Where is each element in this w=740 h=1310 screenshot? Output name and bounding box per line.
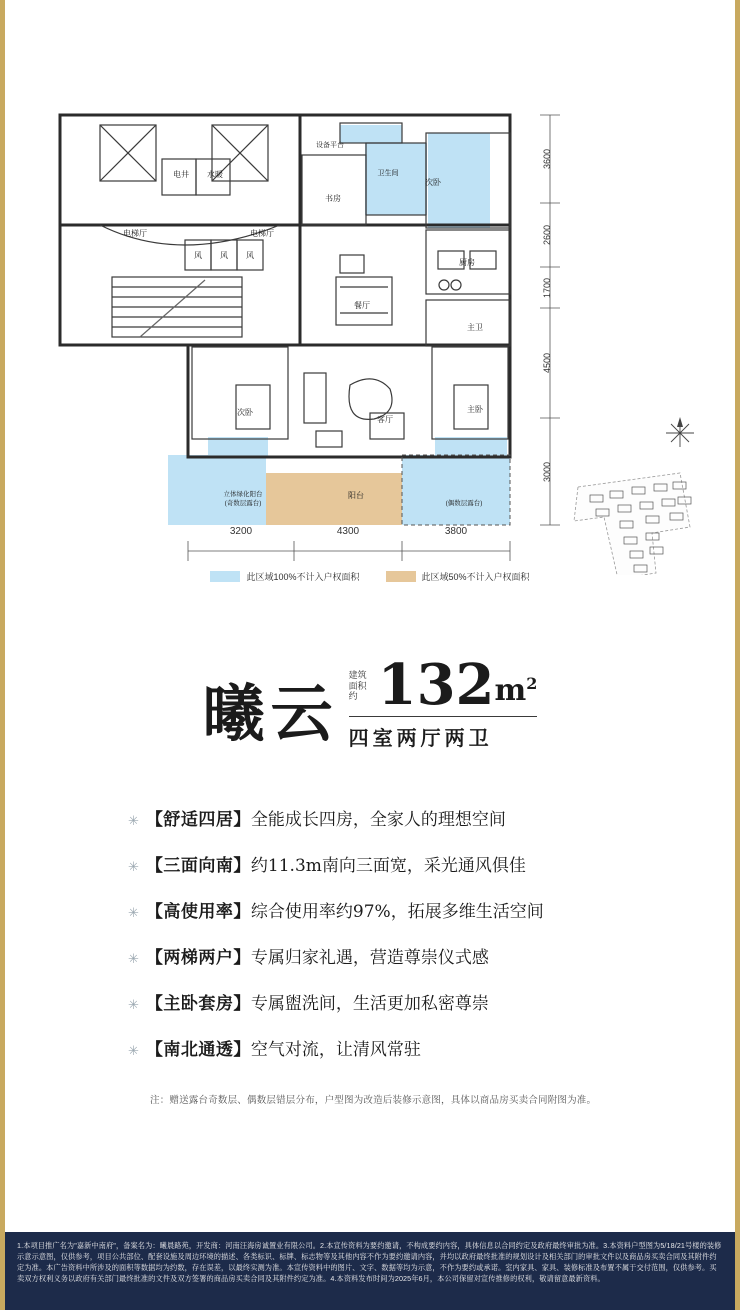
feature-title: 【三面向南】 [145, 856, 251, 876]
svg-text:(奇数层露台): (奇数层露台) [224, 500, 262, 507]
feature-title: 【舒适四居】 [145, 810, 251, 830]
floor-plan [40, 55, 700, 575]
feature-desc: 综合使用率约97%，拓展多维生活空间 [250, 902, 544, 922]
svg-text:1700: 1700 [542, 277, 552, 299]
feature-title: 【高使用率】 [145, 902, 251, 922]
svg-text:3200: 3200 [229, 526, 253, 537]
legend-swatch-tan [386, 571, 416, 582]
legend-item [386, 570, 530, 583]
svg-text:3800: 3800 [444, 526, 468, 537]
feature-title: 【两梯两户】 [145, 948, 251, 968]
svg-text:卫生间: 卫生间 [377, 170, 399, 177]
asterisk-icon: ✳ [128, 860, 139, 875]
feature-item [128, 943, 628, 968]
area-number: 132 [377, 652, 495, 718]
page-border-left [0, 0, 5, 1310]
asterisk-icon: ✳ [128, 906, 139, 921]
feature-desc: 全能成长四房，全家人的理想空间 [250, 810, 506, 830]
area-unit: $m^2$ [494, 672, 538, 708]
area-unit-sup: 2 [526, 673, 538, 693]
asterisk-icon: ✳ [128, 952, 139, 967]
asterisk-icon: ✳ [128, 1044, 139, 1059]
svg-text:风: 风 [220, 251, 228, 260]
feature-desc: 空气对流，让清风常驻 [250, 1040, 421, 1060]
svg-text:4500: 4500 [542, 352, 552, 374]
svg-text:3600: 3600 [542, 148, 552, 170]
feature-desc: 专属归家礼遇，营造尊崇仪式感 [250, 948, 489, 968]
svg-text:次卧: 次卧 [425, 178, 441, 187]
svg-text:水暖: 水暖 [207, 170, 223, 179]
svg-text:书房: 书房 [325, 194, 341, 203]
legend-item [210, 570, 359, 583]
svg-text:风: 风 [246, 251, 254, 260]
svg-text:4300: 4300 [336, 526, 360, 537]
svg-text:电井: 电井 [173, 170, 189, 179]
svg-text:主卧: 主卧 [467, 405, 483, 414]
svg-text:餐厅: 餐厅 [354, 301, 370, 310]
asterisk-icon: ✳ [128, 998, 139, 1013]
area-label: 建筑 面积约 [348, 670, 367, 702]
title-block [0, 652, 740, 751]
feature-item [128, 897, 628, 922]
feature-title: 【南北通透】 [145, 1040, 251, 1060]
disclaimer-note: 注：赠送露台奇数层、偶数层错层分布，户型图为改造后装修示意图，具体以商品房买卖合同附图为准。 [150, 1095, 597, 1106]
feature-title: 【主卧套房】 [145, 994, 251, 1014]
svg-text:客厅: 客厅 [377, 415, 393, 424]
feature-item [128, 1035, 628, 1060]
feature-desc: 约11.3m南向三面宽，采光通风俱佳 [250, 856, 526, 876]
legend-label-tan: 此区域50%不计入户权面积 [421, 572, 530, 582]
svg-text:设备平台: 设备平台 [316, 142, 344, 149]
feature-item [128, 851, 628, 876]
page-border-right [735, 0, 740, 1310]
svg-text:主卫: 主卫 [467, 323, 483, 332]
feature-item [128, 805, 628, 830]
legend-label-blue: 此区域100%不计入户权面积 [246, 572, 360, 582]
svg-text:立体绿化阳台: 立体绿化阳台 [223, 491, 263, 498]
svg-text:厨房: 厨房 [459, 258, 475, 267]
asterisk-icon: ✳ [128, 814, 139, 829]
legal-footer: 1.本项目推广名为"嘉新中南府"，备案名为：曦晨路苑，开发商：河南汪海房诚置业有限公司。2.本宣传资料为要约邀请，不构成要约内容，具体信息以合同约定及政府最终审批为准。3.本资料户型图为5/18/21号楼的装修示意示意图，仅供参考，项目公共部位、配套设施及周边环境的描述、各类标识、标牌、标志物等及其他内容不作为要约邀请内容，并均以政府最终批准的规划设计及相关部门的审批文件以及商品房买卖合同及其附件约定为准。本广告资料中所涉及的面积等数据均为约数，存在误差，以最终实测为准。本宣传资料中的图片、文字、数据等均为示意，不作为要约或承诺。室内家具、家具、装修标准及布置不属于交付范围，仅供参考。买卖双方权利义务以政府有关部门最终批准的文件及双方签署的商品房买卖合同及其附件约定为准。4.本资料发布时间为2025年6月，本公司保留对宣传推修的权利，敬请留意最新资料。 [5, 1232, 735, 1310]
svg-text:阳台: 阳台 [348, 491, 364, 500]
svg-text:2600: 2600 [542, 224, 552, 246]
feature-item [128, 989, 628, 1014]
svg-text:(偶数层露台): (偶数层露台) [445, 500, 483, 507]
svg-text:3000: 3000 [542, 461, 552, 483]
svg-text:电梯厅: 电梯厅 [250, 229, 274, 238]
legend-swatch-blue [210, 571, 240, 582]
feature-desc: 专属盥洗间，生活更加私密尊崇 [250, 994, 489, 1014]
room-config: 四室两厅两卫 [349, 716, 538, 751]
plan-name: 曦云 [202, 676, 339, 750]
legend [0, 570, 740, 583]
svg-text:次卧: 次卧 [237, 408, 253, 417]
svg-text:风: 风 [194, 251, 202, 260]
feature-list [128, 805, 628, 1081]
svg-text:电梯厅: 电梯厅 [123, 229, 147, 238]
